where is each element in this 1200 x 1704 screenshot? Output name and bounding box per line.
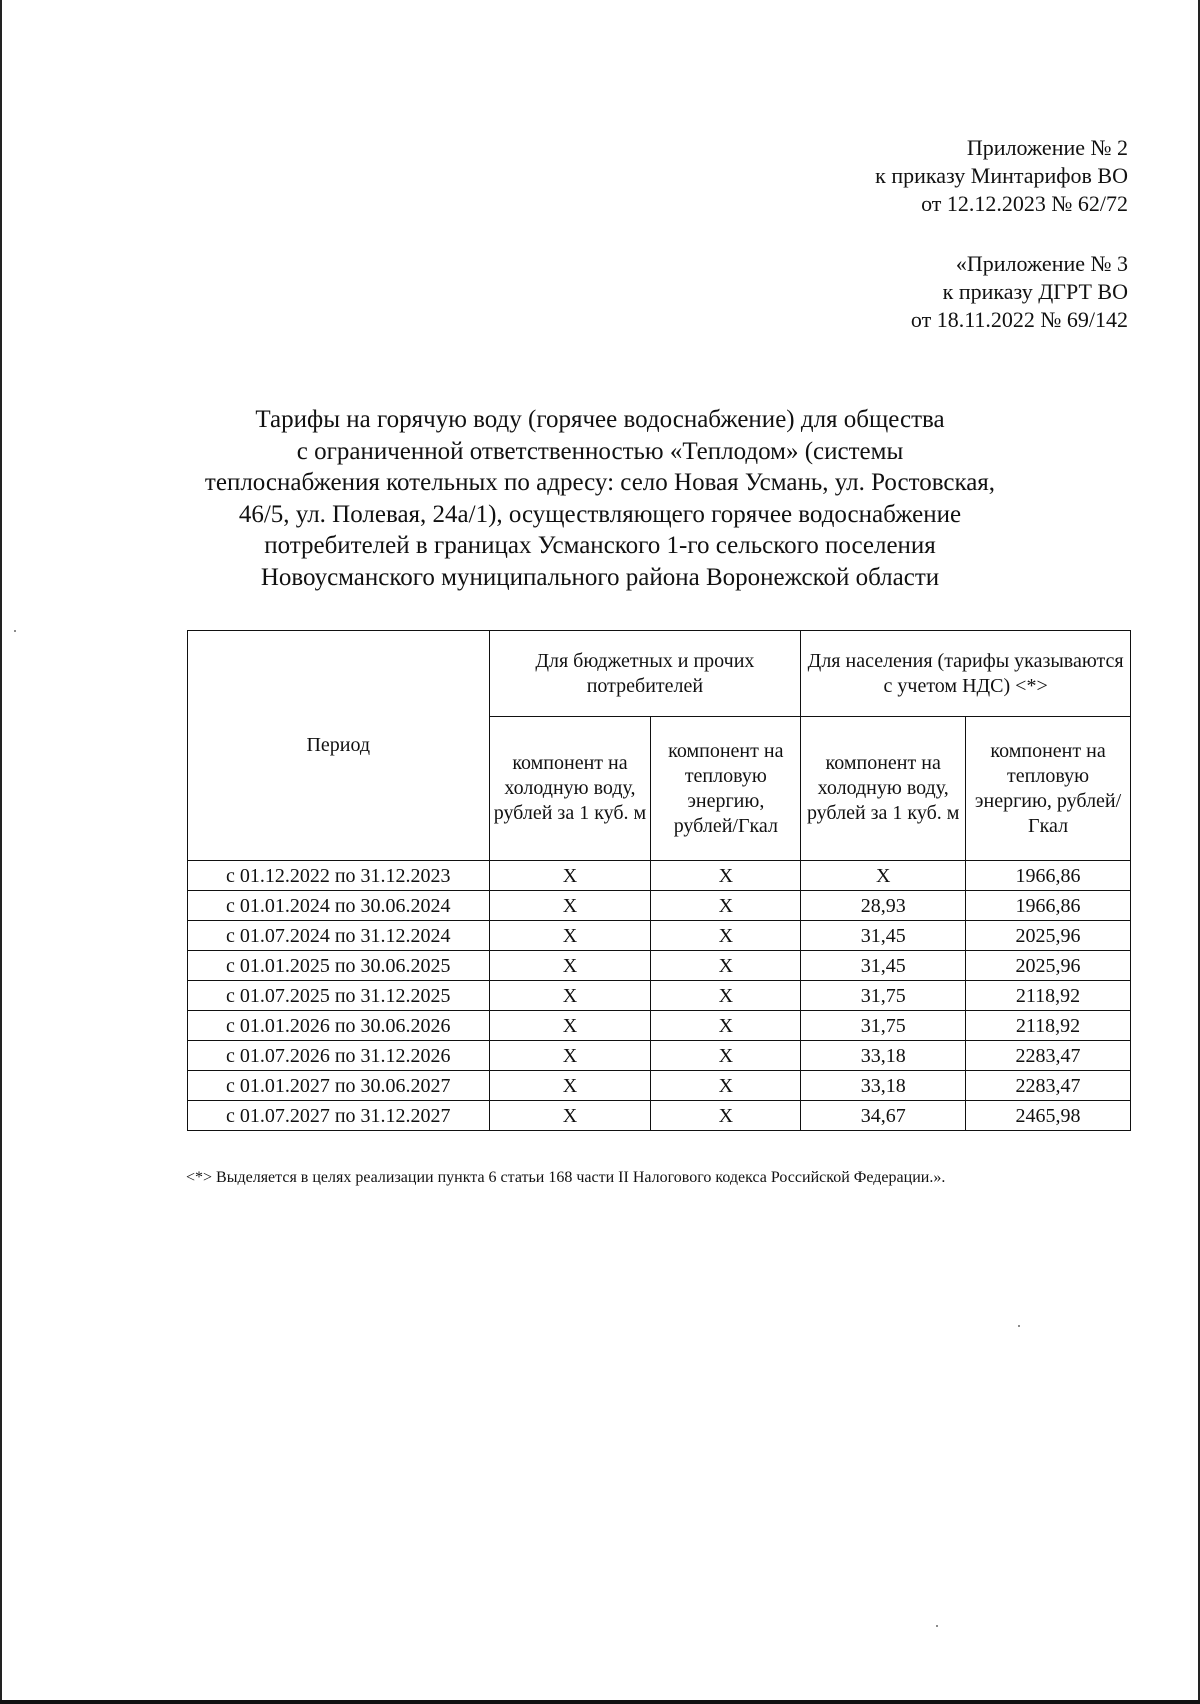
- appendix-order-date: от 18.11.2022 № 69/142: [910, 307, 1128, 332]
- header-population-heat-energy: компонент на тепловую энергию, рублей/Гкал: [966, 717, 1131, 861]
- scan-speck: [1018, 1325, 1020, 1327]
- appendix-order-ref: к приказу ДГРТ ВО: [942, 279, 1128, 304]
- title-line: теплоснабжения котельных по адресу: село Новая Усмань, ул. Ростовская,: [204, 469, 996, 496]
- cell-population-heat: 2025,96: [966, 951, 1131, 981]
- title-line: потребителей в границах Усманского 1-го сельского поселения: [264, 532, 936, 559]
- cell-population-heat: 2118,92: [966, 981, 1131, 1011]
- table-row: [188, 1041, 1131, 1071]
- cell-budget-cold: X: [489, 1071, 651, 1101]
- cell-population-heat: 1966,86: [966, 861, 1131, 891]
- cell-period: с 01.01.2025 по 30.06.2025: [188, 951, 490, 981]
- cell-budget-heat: X: [651, 1101, 801, 1131]
- cell-population-heat: 2465,98: [966, 1101, 1131, 1131]
- document-title: [170, 404, 1030, 593]
- header-budget-heat-energy: компонент на тепловую энергию, рублей/Гкал: [651, 717, 801, 861]
- cell-population-cold: 31,45: [801, 951, 966, 981]
- cell-budget-heat: X: [651, 1071, 801, 1101]
- header-budget-consumers: Для бюджетных и прочих потребителей: [489, 631, 801, 717]
- cell-budget-cold: X: [489, 1041, 651, 1071]
- cell-population-cold: 34,67: [801, 1101, 966, 1131]
- title-line: с ограниченной ответственностью «Теплодом» (системы: [296, 437, 904, 465]
- cell-budget-heat: X: [651, 951, 801, 981]
- cell-period: с 01.07.2027 по 31.12.2027: [188, 1101, 490, 1131]
- cell-budget-cold: X: [489, 861, 651, 891]
- cell-budget-cold: X: [489, 1101, 651, 1131]
- cell-period: с 01.07.2024 по 31.12.2024: [188, 921, 490, 951]
- cell-population-cold: 31,75: [801, 1011, 966, 1041]
- appendix-number: «Приложение № 3: [955, 251, 1128, 276]
- cell-population-cold: 33,18: [801, 1041, 966, 1071]
- cell-budget-heat: X: [651, 921, 801, 951]
- cell-population-cold: 31,45: [801, 921, 966, 951]
- cell-budget-heat: X: [651, 1041, 801, 1071]
- header-period: Период: [188, 631, 490, 861]
- header-population: Для населения (тарифы указываются с учетом НДС) <*>: [801, 631, 1131, 717]
- cell-budget-heat: X: [651, 891, 801, 921]
- cell-population-cold: 31,75: [801, 981, 966, 1011]
- scan-speck: [936, 1625, 938, 1627]
- table-row: [188, 1071, 1131, 1101]
- cell-period: с 01.12.2022 по 31.12.2023: [188, 861, 490, 891]
- table-row: [188, 891, 1131, 921]
- tariff-table: [187, 630, 1131, 1131]
- table-row: [188, 951, 1131, 981]
- cell-budget-heat: X: [651, 981, 801, 1011]
- appendix-header-current: [875, 134, 1128, 218]
- table-row: [188, 1101, 1131, 1131]
- title-line: Тарифы на горячую воду (горячее водоснабжение) для общества: [255, 406, 945, 433]
- cell-population-heat: 2118,92: [966, 1011, 1131, 1041]
- cell-period: с 01.01.2026 по 30.06.2026: [188, 1011, 490, 1041]
- footnote: <*> Выделяется в целях реализации пункта 6 статьи 168 части II Налогового кодекса Российской Федерации.».: [186, 1169, 946, 1186]
- page-edge-left: [0, 0, 2, 1704]
- title-line: Новоусманского муниципального района Воронежской области: [260, 563, 940, 591]
- cell-budget-heat: X: [651, 861, 801, 891]
- table-row: [188, 921, 1131, 951]
- cell-budget-cold: X: [489, 1011, 651, 1041]
- cell-period: с 01.01.2024 по 30.06.2024: [188, 891, 490, 921]
- cell-population-heat: 2025,96: [966, 921, 1131, 951]
- table-row: [188, 981, 1131, 1011]
- cell-period: с 01.07.2026 по 31.12.2026: [188, 1041, 490, 1071]
- header-population-cold-water: компонент на холодную воду, рублей за 1 куб. м: [801, 717, 966, 861]
- appendix-number: Приложение № 2: [966, 135, 1128, 160]
- cell-population-cold: X: [801, 861, 966, 891]
- cell-budget-cold: X: [489, 951, 651, 981]
- cell-population-heat: 2283,47: [966, 1071, 1131, 1101]
- page-edge-bottom: [0, 1700, 1200, 1704]
- cell-population-cold: 33,18: [801, 1071, 966, 1101]
- appendix-order-date: от 12.12.2023 № 62/72: [921, 191, 1128, 216]
- appendix-order-ref: к приказу Минтарифов ВО: [875, 163, 1128, 188]
- title-line: 46/5, ул. Полевая, 24а/1), осуществляющего горячее водоснабжение: [238, 500, 962, 528]
- appendix-header-amended: [911, 250, 1128, 334]
- header-budget-cold-water: компонент на холодную воду, рублей за 1 куб. м: [489, 717, 651, 861]
- cell-population-heat: 1966,86: [966, 891, 1131, 921]
- table-row: [188, 1011, 1131, 1041]
- scan-speck: [14, 630, 16, 632]
- cell-period: с 01.07.2025 по 31.12.2025: [188, 981, 490, 1011]
- cell-budget-cold: X: [489, 891, 651, 921]
- cell-population-cold: 28,93: [801, 891, 966, 921]
- cell-budget-cold: X: [489, 921, 651, 951]
- cell-population-heat: 2283,47: [966, 1041, 1131, 1071]
- cell-period: с 01.01.2027 по 30.06.2027: [188, 1071, 490, 1101]
- cell-budget-heat: X: [651, 1011, 801, 1041]
- cell-budget-cold: X: [489, 981, 651, 1011]
- table-row: [188, 861, 1131, 891]
